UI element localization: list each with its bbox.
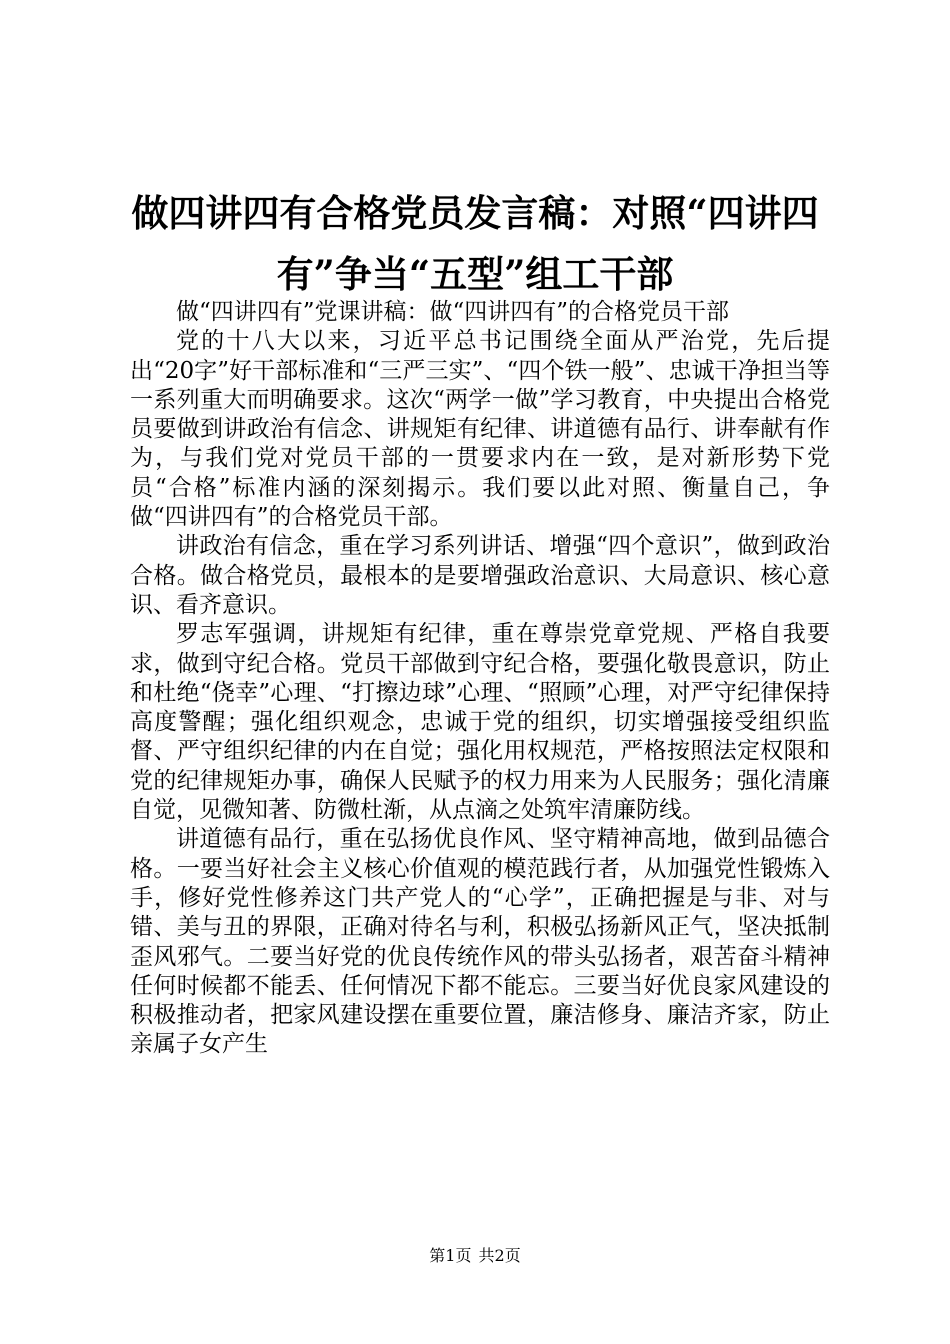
- paragraph-subtitle: 做“四讲四有”党课讲稿：做“四讲四有”的合格党员干部: [176, 299, 730, 325]
- paragraph-1: 党的十八大以来，习近平总书记围绕全面从严治党，先后提出“20字”好干部标准和“三严三实”、“四个铁一般”、忠诚干净担当等一系列重大而明确要求。这次“两学一做”学习教育，中央提出合格党员要做到讲政治有信念、讲规矩有纪律、讲道德有品行、讲奉献有作为，与我们党对党员干部的一贯要求内在一致，是对新形势下党员“合格”标准内涵的深刻揭示。我们要以此对照、衡量自己，争做“四讲四有”的合格党员干部。: [130, 328, 830, 531]
- paragraph-4: 讲道德有品行，重在弘扬优良作风、坚守精神高地，做到品德合格。一要当好社会主义核心价值观的模范践行者，从加强党性锻炼入手，修好党性修养这门共产党人的“心学”，正确把握是与非、对与错、美与丑的界限，正确对待名与利，积极弘扬新风正气，坚决抵制歪风邪气。二要当好党的优良传统作风的带头弘扬者，艰苦奋斗精神任何时候都不能丢、任何情况下都不能忘。三要当好优良家风建设的积极推动者，把家风建设摆在重要位置，廉洁修身、廉洁齐家，防止亲属子女产生: [130, 826, 830, 1058]
- document-body: [130, 298, 830, 1060]
- page-number-footer: 第1页 共2页: [429, 1246, 521, 1265]
- paragraph-2: 讲政治有信念，重在学习系列讲话、增强“四个意识”，做到政治合格。做合格党员，最根本的是要增强政治意识、大局意识、核心意识、看齐意识。: [130, 533, 830, 618]
- document-title: [120, 183, 830, 305]
- paragraph-3: 罗志军强调，讲规矩有纪律，重在尊崇党章党规、严格自我要求，做到守纪合格。党员干部做到守纪合格，要强化敬畏意识，防止和杜绝“侥幸”心理、“打擦边球”心理、“照顾”心理，对严守纪律保持高度警醒；强化组织观念，忠诚于党的组织，切实增强接受组织监督、严守组织纪律的内在自觉；强化用权规范，严格按照法定权限和党的纪律规矩办事，确保人民赋予的权力用来为人民服务；强化清廉自觉，见微知著、防微杜渐，从点滴之处筑牢清廉防线。: [130, 621, 830, 824]
- title-line-1: 做四讲四有合格党员发言稿：对照“四讲四: [131, 191, 819, 235]
- title-line-2: 有”争当“五型”组工干部: [276, 252, 674, 296]
